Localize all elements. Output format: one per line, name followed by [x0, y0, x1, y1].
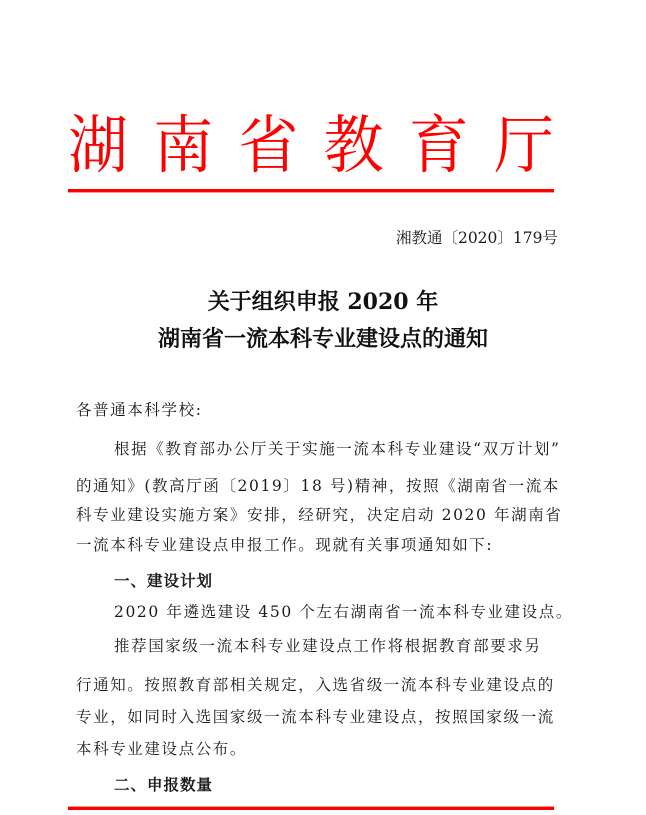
masthead-char: 教 [323, 109, 384, 183]
paragraph-line: 科专业建设实施方案》安排，经研究，决定启动 2020 年湖南省 [76, 506, 563, 524]
section-heading-1: 一、建设计划 [114, 572, 214, 590]
masthead-char: 育 [408, 109, 469, 183]
paragraph-line: 本科专业建设点公布。 [76, 740, 248, 758]
masthead-red-rule [68, 189, 554, 192]
masthead-char: 厅 [493, 109, 554, 183]
paragraph-line: 根据《教育部办公厅关于实施一流本科专业建设“双万计划” [114, 440, 561, 458]
paragraph-line: 一流本科专业建设点申报工作。现就有关事项通知如下: [76, 536, 494, 554]
section-heading-2: 二、申报数量 [114, 776, 214, 794]
salutation: 各普通本科学校: [76, 401, 203, 419]
masthead-char: 南 [153, 109, 214, 183]
footer-red-rule [68, 807, 554, 810]
masthead-char: 湖 [68, 109, 128, 183]
paragraph-line: 的通知》(教高厅函〔2019〕18 号)精神，按照《湖南省一流本 [76, 477, 560, 495]
paragraph-line: 2020 年遴选建设 450 个左右湖南省一流本科专业建设点。 [114, 603, 573, 621]
paragraph-line: 推荐国家级一流本科专业建设点工作将根据教育部要求另 [114, 637, 542, 655]
paragraph-line: 行通知。按照教育部相关规定，入选省级一流本科专业建设点的 [76, 676, 555, 694]
document-number: 湘教通〔2020〕179号 [395, 229, 558, 247]
document-title-line-1: 关于组织申报 2020 年 [207, 289, 439, 315]
masthead [68, 106, 554, 186]
masthead-char: 省 [238, 109, 299, 183]
document-title-line-2: 湖南省一流本科专业建设点的通知 [157, 326, 488, 352]
paragraph-line: 专业，如同时入选国家级一流本科专业建设点，按照国家级一流 [76, 708, 555, 726]
